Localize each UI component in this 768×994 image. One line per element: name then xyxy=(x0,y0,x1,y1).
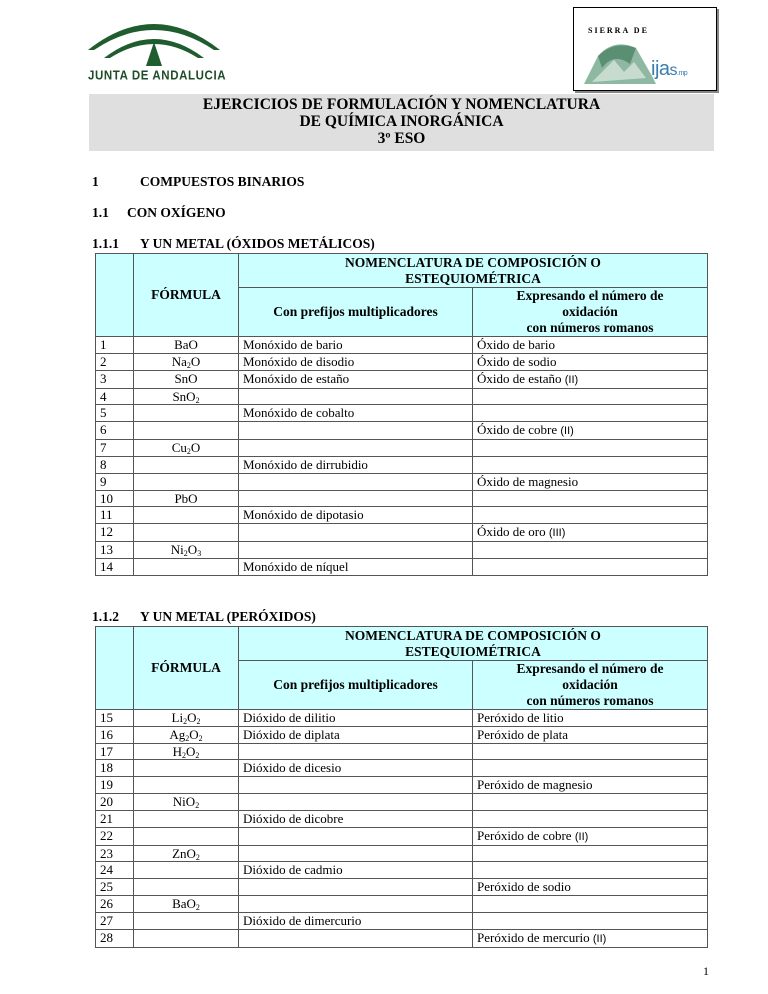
formula-symbol: O xyxy=(189,726,199,742)
formula-cell[interactable] xyxy=(134,862,239,879)
formula-symbol: Na xyxy=(171,353,187,369)
table-row xyxy=(96,524,708,542)
table-row xyxy=(96,473,708,490)
formula-cell[interactable] xyxy=(134,912,239,929)
prefijos-cell[interactable] xyxy=(239,845,473,862)
formula-subscript: 2 xyxy=(195,800,200,810)
table-row xyxy=(96,743,708,760)
oxidacion-header-line-2: oxidación xyxy=(562,677,618,692)
oxidacion-cell[interactable] xyxy=(473,542,708,559)
section-title: CON OXÍGENO xyxy=(127,205,226,220)
row-number: 25 xyxy=(96,879,134,896)
prefijos-column-header: Con prefijos multiplicadores xyxy=(239,288,473,337)
formula-cell[interactable] xyxy=(134,490,239,507)
row-number: 23 xyxy=(96,845,134,862)
peroxidos-table xyxy=(95,626,708,948)
formula-symbol: O xyxy=(190,353,201,369)
table-row xyxy=(96,777,708,794)
formula-subscript: 2 xyxy=(186,447,191,457)
prefijos-cell[interactable] xyxy=(239,440,473,457)
formula-cell[interactable] xyxy=(134,558,239,575)
oxidacion-cell[interactable] xyxy=(473,710,708,727)
oxidacion-cell[interactable] xyxy=(473,929,708,947)
table-row xyxy=(96,405,708,422)
formula-symbol: O xyxy=(186,743,196,759)
prefijos-cell[interactable]: Dióxido de dicobre xyxy=(239,810,473,827)
formula-subscript: 2 xyxy=(195,852,200,862)
oxidacion-cell[interactable] xyxy=(473,507,708,524)
table-row xyxy=(96,726,708,743)
prefijos-cell[interactable] xyxy=(239,422,473,440)
formula-subscript: 2 xyxy=(196,717,201,726)
prefijos-cell[interactable]: Dióxido de diplata xyxy=(239,726,473,743)
oxidacion-header-line-1: Expresando el número de xyxy=(516,288,664,303)
prefijos-cell[interactable] xyxy=(239,929,473,947)
junta-de-andalucia-logo xyxy=(86,12,227,88)
formula-cell[interactable] xyxy=(134,422,239,440)
oxidacion-header-line-2: oxidación xyxy=(562,304,618,319)
prefijos-cell[interactable] xyxy=(239,542,473,559)
title-line-3: 3º ESO xyxy=(377,130,426,147)
formula-subscript: 2 xyxy=(195,750,200,760)
oxidacion-name: Peróxido de mercurio xyxy=(477,929,590,945)
table-row xyxy=(96,370,708,388)
prefijos-cell[interactable]: Monóxido de dirrubidio xyxy=(239,456,473,473)
table-row xyxy=(96,422,708,440)
section-number: 1.1.1 xyxy=(92,236,119,251)
oxidacion-column-header xyxy=(473,661,708,710)
oxidacion-cell[interactable] xyxy=(473,370,708,388)
oxidacion-cell[interactable] xyxy=(473,337,708,354)
oxidacion-cell[interactable] xyxy=(473,912,708,929)
formula-column-header: FÓRMULA xyxy=(134,627,239,710)
formula-cell[interactable] xyxy=(134,810,239,827)
row-number: 21 xyxy=(96,810,134,827)
formula-symbol: NiO xyxy=(172,793,196,809)
formula-symbol: Ni xyxy=(170,542,184,558)
row-number: 15 xyxy=(96,710,134,727)
junta-logo-text: JUNTA DE ANDALUCIA xyxy=(88,69,227,83)
formula-symbol: O xyxy=(187,710,197,725)
oxidacion-cell[interactable] xyxy=(473,862,708,879)
formula-cell[interactable] xyxy=(134,895,239,912)
table-row xyxy=(96,456,708,473)
number-column-header xyxy=(96,627,134,710)
oxidacion-header-line-1: Expresando el número de xyxy=(516,661,664,676)
formula-subscript: 2 xyxy=(185,733,190,743)
title-line-1: EJERCICIOS DE FORMULACIÓN Y NOMENCLATURA xyxy=(202,96,601,113)
formula-cell[interactable] xyxy=(134,542,239,559)
table-row xyxy=(96,542,708,559)
row-number: 1 xyxy=(96,337,134,354)
row-number: 27 xyxy=(96,912,134,929)
row-number: 4 xyxy=(96,388,134,405)
table-row xyxy=(96,388,708,405)
prefijos-cell[interactable]: Monóxido de disodio xyxy=(239,353,473,370)
prefijos-cell[interactable] xyxy=(239,879,473,896)
oxidacion-column-header xyxy=(473,288,708,337)
table-row xyxy=(96,912,708,929)
table-row xyxy=(96,810,708,827)
formula-subscript: 2 xyxy=(183,717,188,726)
row-number: 22 xyxy=(96,827,134,845)
row-number: 16 xyxy=(96,726,134,743)
oxidacion-cell[interactable] xyxy=(473,524,708,542)
row-number: 24 xyxy=(96,862,134,879)
formula-cell[interactable] xyxy=(134,827,239,845)
oxidacion-header-line-3: con números romanos xyxy=(526,320,654,335)
formula-cell[interactable] xyxy=(134,929,239,947)
section-title: Y UN METAL (PERÓXIDOS) xyxy=(140,609,316,624)
formula-symbol: Li xyxy=(171,710,184,725)
oxidacion-name: Peróxido de litio xyxy=(477,710,564,725)
oxidacion-cell[interactable] xyxy=(473,726,708,743)
formula-symbol: PbO xyxy=(174,490,198,506)
oxidacion-header-line-3: con números romanos xyxy=(526,693,654,708)
formula-cell[interactable] xyxy=(134,473,239,490)
oxidacion-cell[interactable] xyxy=(473,440,708,457)
mijas-brand-text: ijas.mp xyxy=(651,58,688,80)
prefijos-cell[interactable]: Dióxido de dilitio xyxy=(239,710,473,727)
oxidacion-cell[interactable] xyxy=(473,879,708,896)
section-1-1-1-heading xyxy=(92,236,375,252)
oxidacion-cell[interactable] xyxy=(473,827,708,845)
formula-cell[interactable] xyxy=(134,353,239,370)
prefijos-cell[interactable] xyxy=(239,388,473,405)
formula-symbol: Cu xyxy=(171,440,187,456)
row-number: 13 xyxy=(96,542,134,559)
oxidacion-name: Óxido de bario xyxy=(477,337,555,352)
oxidacion-name: Peróxido de plata xyxy=(477,726,568,742)
table-row xyxy=(96,929,708,947)
formula-subscript: 2 xyxy=(182,750,186,760)
section-1-1-2-heading xyxy=(92,609,316,625)
row-number: 7 xyxy=(96,440,134,457)
prefijos-cell[interactable] xyxy=(239,490,473,507)
oxidacion-name: Peróxido de magnesio xyxy=(477,777,593,793)
formula-cell[interactable] xyxy=(134,760,239,777)
section-number: 1 xyxy=(92,174,99,189)
roman-numeral: (II) xyxy=(574,830,589,843)
prefijos-cell[interactable] xyxy=(239,895,473,912)
row-number: 19 xyxy=(96,777,134,794)
oxidacion-name: Óxido de magnesio xyxy=(477,473,579,489)
section-title: Y UN METAL (ÓXIDOS METÁLICOS) xyxy=(140,236,375,251)
formula-cell[interactable] xyxy=(134,710,239,727)
oxidacion-cell[interactable] xyxy=(473,793,708,810)
mountain-icon xyxy=(584,42,656,84)
formula-cell[interactable] xyxy=(134,777,239,794)
nomenclatura-group-header xyxy=(239,254,708,288)
oxidacion-cell[interactable] xyxy=(473,777,708,794)
oxidacion-cell[interactable] xyxy=(473,405,708,422)
table-row xyxy=(96,895,708,912)
oxidacion-cell[interactable] xyxy=(473,743,708,760)
formula-cell[interactable] xyxy=(134,337,239,354)
formula-cell[interactable] xyxy=(134,507,239,524)
row-number: 18 xyxy=(96,760,134,777)
table-row xyxy=(96,845,708,862)
document-title-banner xyxy=(89,94,714,151)
oxidacion-cell[interactable] xyxy=(473,490,708,507)
oxidacion-cell[interactable] xyxy=(473,558,708,575)
title-line-2: DE QUÍMICA INORGÁNICA xyxy=(299,113,504,130)
oxidacion-name: Óxido de cobre xyxy=(477,422,558,438)
nomenclatura-group-header xyxy=(239,627,708,661)
formula-symbol: Ag xyxy=(169,726,186,742)
prefijos-cell[interactable] xyxy=(239,743,473,760)
oxidacion-cell[interactable] xyxy=(473,456,708,473)
section-number: 1.1.2 xyxy=(92,609,119,624)
number-column-header xyxy=(96,254,134,337)
row-number: 12 xyxy=(96,524,134,542)
row-number: 28 xyxy=(96,929,134,947)
formula-cell[interactable] xyxy=(134,845,239,862)
row-number: 20 xyxy=(96,793,134,810)
row-number: 8 xyxy=(96,456,134,473)
prefijos-cell[interactable] xyxy=(239,793,473,810)
sierra-de-text: SIERRA DE xyxy=(588,26,649,35)
table-row xyxy=(96,507,708,524)
formula-cell[interactable] xyxy=(134,524,239,542)
formula-symbol: O xyxy=(190,440,201,456)
prefijos-cell[interactable]: Monóxido de bario xyxy=(239,337,473,354)
prefijos-cell[interactable]: Monóxido de estaño xyxy=(239,370,473,388)
table-row xyxy=(96,710,708,727)
formula-subscript: 2 xyxy=(195,902,200,912)
oxidacion-cell[interactable] xyxy=(473,422,708,440)
table-row xyxy=(96,353,708,370)
row-number: 5 xyxy=(96,405,134,422)
formula-cell[interactable] xyxy=(134,440,239,457)
prefijos-cell[interactable]: Dióxido de cadmio xyxy=(239,862,473,879)
roman-numeral: (II) xyxy=(592,932,607,945)
formula-subscript: 2 xyxy=(186,360,191,370)
prefijos-cell[interactable] xyxy=(239,524,473,542)
section-1-heading xyxy=(92,174,304,190)
table-row xyxy=(96,827,708,845)
row-number: 3 xyxy=(96,370,134,388)
oxidos-metalicos-table xyxy=(95,253,708,576)
prefijos-cell[interactable] xyxy=(239,777,473,794)
formula-symbol: SnO xyxy=(172,388,196,404)
table-row xyxy=(96,760,708,777)
formula-symbol: BaO xyxy=(174,337,198,352)
formula-cell[interactable] xyxy=(134,456,239,473)
formula-subscript: 2 xyxy=(183,549,188,559)
oxidacion-cell[interactable] xyxy=(473,473,708,490)
oxidacion-name: Óxido de estaño xyxy=(477,370,562,386)
formula-symbol: H xyxy=(172,743,182,759)
formula-symbol: ZnO xyxy=(172,845,196,861)
row-number: 2 xyxy=(96,353,134,370)
roman-numeral: (II) xyxy=(564,373,579,386)
table-row xyxy=(96,793,708,810)
prefijos-cell[interactable]: Dióxido de dicesio xyxy=(239,760,473,777)
row-number: 9 xyxy=(96,473,134,490)
oxidacion-cell[interactable] xyxy=(473,810,708,827)
row-number: 26 xyxy=(96,895,134,912)
formula-cell[interactable] xyxy=(134,388,239,405)
prefijos-cell[interactable]: Monóxido de cobalto xyxy=(239,405,473,422)
formula-cell[interactable] xyxy=(134,405,239,422)
table-row xyxy=(96,337,708,354)
row-number: 6 xyxy=(96,422,134,440)
oxidacion-cell[interactable] xyxy=(473,388,708,405)
row-number: 17 xyxy=(96,743,134,760)
group-header-line-2: ESTEQUIOMÉTRICA xyxy=(405,270,541,286)
roman-numeral: (II) xyxy=(560,425,574,438)
group-header-line-2: ESTEQUIOMÉTRICA xyxy=(405,643,541,659)
formula-cell[interactable] xyxy=(134,743,239,760)
row-number: 11 xyxy=(96,507,134,524)
oxidacion-cell[interactable] xyxy=(473,895,708,912)
table-row xyxy=(96,490,708,507)
oxidacion-name: Óxido de sodio xyxy=(477,353,557,369)
oxidacion-cell[interactable] xyxy=(473,353,708,370)
section-number: 1.1 xyxy=(92,205,109,220)
prefijos-cell[interactable] xyxy=(239,827,473,845)
oxidacion-name: Peróxido de cobre xyxy=(477,827,572,843)
formula-subscript: 2 xyxy=(198,733,203,743)
formula-cell[interactable] xyxy=(134,879,239,896)
page-number: 1 xyxy=(703,964,709,978)
formula-symbol: BaO xyxy=(172,895,196,911)
prefijos-column-header: Con prefijos multiplicadores xyxy=(239,661,473,710)
formula-cell[interactable] xyxy=(134,793,239,810)
formula-symbol: SnO xyxy=(174,370,198,386)
junta-arches-icon xyxy=(86,12,222,70)
formula-cell[interactable] xyxy=(134,726,239,743)
formula-subscript: 3 xyxy=(197,549,202,559)
prefijos-cell[interactable]: Dióxido de dimercurio xyxy=(239,912,473,929)
roman-numeral: (III) xyxy=(548,527,566,540)
group-header-line-1: NOMENCLATURA DE COMPOSICIÓN O xyxy=(345,254,601,270)
prefijos-cell[interactable] xyxy=(239,473,473,490)
prefijos-cell[interactable]: Monóxido de níquel xyxy=(239,558,473,575)
formula-symbol: O xyxy=(187,542,198,558)
formula-subscript: 2 xyxy=(195,395,200,405)
row-number: 10 xyxy=(96,490,134,507)
row-number: 14 xyxy=(96,558,134,575)
group-header-line-1: NOMENCLATURA DE COMPOSICIÓN O xyxy=(345,627,601,643)
oxidacion-name: Peróxido de sodio xyxy=(477,879,571,895)
table-row xyxy=(96,558,708,575)
oxidacion-cell[interactable] xyxy=(473,845,708,862)
section-1-1-heading xyxy=(92,205,226,221)
formula-cell[interactable] xyxy=(134,370,239,388)
table-row xyxy=(96,879,708,896)
prefijos-cell[interactable]: Monóxido de dipotasio xyxy=(239,507,473,524)
formula-column-header: FÓRMULA xyxy=(134,254,239,337)
section-title: COMPUESTOS BINARIOS xyxy=(140,174,305,189)
oxidacion-name: Óxido de oro xyxy=(477,524,546,540)
table-row xyxy=(96,862,708,879)
table-row xyxy=(96,440,708,457)
oxidacion-cell[interactable] xyxy=(473,760,708,777)
sierra-de-mijas-logo xyxy=(573,7,717,91)
